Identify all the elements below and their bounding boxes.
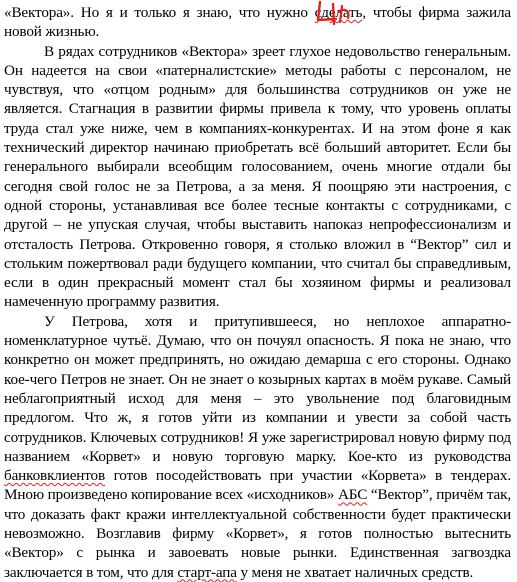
misspelled-word: АБС: [337, 486, 368, 504]
paragraph: [4, 312, 511, 582]
misspelled-word: старт-апа: [177, 563, 237, 581]
paragraph: [4, 42, 511, 312]
text-run: “Вектор”, причём так, что доказать факт кражи интеллектуальной собственности будет практически невозможно. Возглавив фирму «Корвет», я готов полностью вытеснить «Вектор» с рынка и завоевать новые рынки. Единственная загвоздка заключается в том, что для: [4, 486, 512, 581]
handwritten-mark-icon: [312, 0, 356, 26]
text-run: готов посодействовать при участии «Корвета» в тендерах. Мною произведено копирование всех «исходников»: [4, 467, 511, 504]
text-run: У Петрова, хотя и притупившееся, но неплохое аппаратно-номенклатурное чутьё. Думаю, что он почуял опасность. Я пока не знаю, что конкретно он может предпринять, но ожидаю демарша с его стороны. Однако кое-чего Петров не знает. Он не знает о козырных картах в моём рукаве. Самый неблагоприятный исход для меня – это увольнение под благовидным предлогом. Что ж, я готов уйти из компании и увести за собой часть сотрудников. Ключевых сотрудников! Я уже зарегистрировал новую фирму под названием «Корвет» и новую торговую марку. Кое-кто из руководства: [4, 312, 511, 465]
text-run: у меня не хватает наличных средств.: [236, 563, 474, 581]
next-line-cutoff: [4, 546, 511, 558]
misspelled-word: банковклиентов: [4, 467, 106, 485]
document-body: [4, 3, 511, 582]
text-run: , чтобы фирма зажила новой жизнью.: [4, 4, 511, 41]
paragraph: [4, 3, 511, 42]
text-run: «Вектора». Но я и только я знаю, что нужно: [4, 4, 315, 21]
misspelled-word: сделать: [314, 4, 363, 21]
text-run: В рядах сотрудников «Вектора» зреет глухое недовольство генеральным. Он надеется на свои «патерналистские» методы работы с персоналом, не чувствуя, что «отцом родным» для большинства сотрудников он уже не является. Стагнация в развитии фирмы привела к тому, что уровень оплаты труда стал уже ниже, чем в компаниях-конкурентах. И на этом фоне я как технический директор начинаю приобретать всё больший авторитет. Если бы генерального выбирали всеобщим голосованием, очень многие отдали бы сегодня свой голос не за Петрова, а за меня. Я поощряю эти настроения, с одной стороны, устанавливая все более тесные контакты с сотрудниками, с другой – не упуская случая, чтобы выставить напоказ непрофессионализм и отсталость Петрова. Откровенно говоря, я столько вложил в “Вектор” сил и стольким пожертвовал ради будущего компании, что считал бы справедливым, если в один прекрасный момент стал бы хозяином фирмы и реализовал намеченную программу развития.: [4, 42, 511, 311]
